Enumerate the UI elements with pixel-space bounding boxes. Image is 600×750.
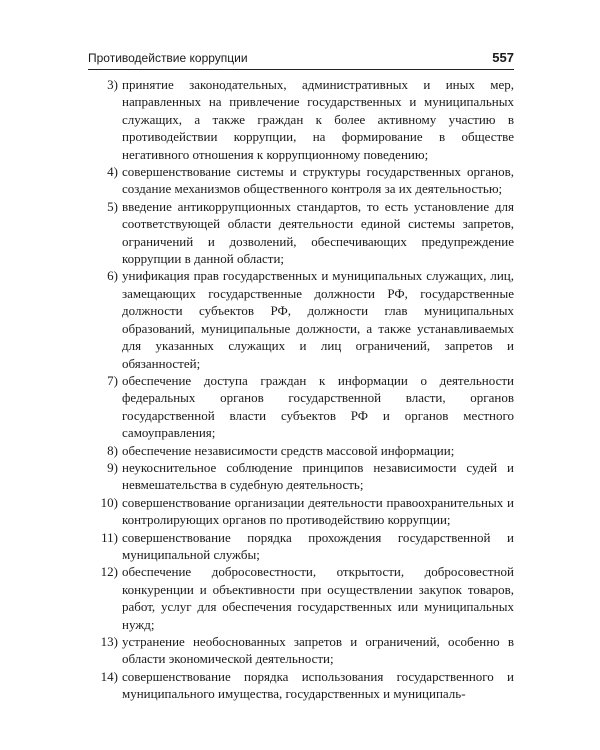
list-item	[92, 529, 514, 564]
list-item	[92, 459, 514, 494]
list-item-number: 9)	[107, 459, 118, 475]
list-item-number: 6)	[107, 268, 118, 284]
list-item-text: устранение необоснованных запретов и ограничений, особенно в области экономической деятельности;	[122, 634, 514, 667]
list-item-number: 12)	[100, 564, 118, 580]
list-item	[92, 163, 514, 198]
list-item-number: 11)	[101, 529, 118, 545]
list-item	[92, 372, 514, 442]
list-item	[92, 668, 514, 703]
list-item-text: совершенствование порядка прохождения государственной и муниципальной службы;	[122, 529, 514, 562]
list-item-number: 7)	[107, 372, 118, 388]
list-item-number: 13)	[100, 634, 118, 649]
list-item-text: неукоснительное соблюдение принципов независимости судей и невмешательства в судебную деятельность;	[122, 459, 514, 493]
list-item-text: обеспечение независимости средств массовой информации;	[122, 442, 455, 458]
list-item-number: 8)	[107, 442, 118, 458]
list-item-text: совершенствование организации деятельности правоохранительных и контролирующих органов по противодействию коррупции;	[122, 494, 514, 528]
list-item-number: 10)	[100, 494, 118, 510]
list-item	[92, 267, 514, 371]
numbered-list	[92, 76, 514, 703]
list-item	[92, 198, 514, 268]
list-item	[92, 442, 514, 459]
list-item	[92, 563, 514, 633]
list-item-text: унификация прав государственных и муниципальных служащих, лиц, замещающих государственные должности РФ, государственные должности субъектов РФ, должности глав муниципальных образований, муниципальные должности, а также устанавливаемых для указанных служащих и лиц ограничений, запретов и обязанностей;	[122, 268, 514, 371]
list-item	[92, 633, 514, 668]
list-item-text: принятие законодательных, административных и иных мер, направленных на привлечение государственных и муниципальных служащих, а также граждан к более активному участию в противодействии коррупции, на формирование в обществе негативного отношения к коррупционному поведению;	[122, 77, 514, 162]
list-item-number: 5)	[107, 198, 118, 214]
list-item-number: 14)	[100, 668, 118, 684]
list-item-text: совершенствование системы и структуры государственных органов, создание механизмов общественного контроля за их деятельностью;	[122, 164, 514, 197]
list-item-text: обеспечение добросовестности, открытости, добросовестной конкуренции и объективности при осуществлении закупок товаров, работ, услуг для обеспечения государственных или муниципальных нужд;	[122, 564, 514, 632]
list-item-number: 3)	[107, 77, 118, 92]
list-item-text: введение антикоррупционных стандартов, то есть установление для соответствующей области деятельности единой системы запретов, ограничений и дозволений, обеспечивающих предупреждение коррупции в данной области;	[122, 198, 514, 267]
list-item	[92, 494, 514, 529]
list-item-number: 4)	[107, 164, 118, 180]
list-item-text: обеспечение доступа граждан к информации о деятельности федеральных органов государственной власти, органов государственной власти субъектов РФ и органов местного самоуправления;	[122, 372, 514, 441]
list-item-text: совершенствование порядка использования государственного и муниципального имущества, государственных и муниципаль-	[122, 668, 514, 702]
list-item	[92, 76, 514, 163]
running-header	[88, 49, 514, 70]
running-title: Противодействие коррупции	[88, 51, 248, 65]
page-number: 557	[492, 50, 514, 65]
